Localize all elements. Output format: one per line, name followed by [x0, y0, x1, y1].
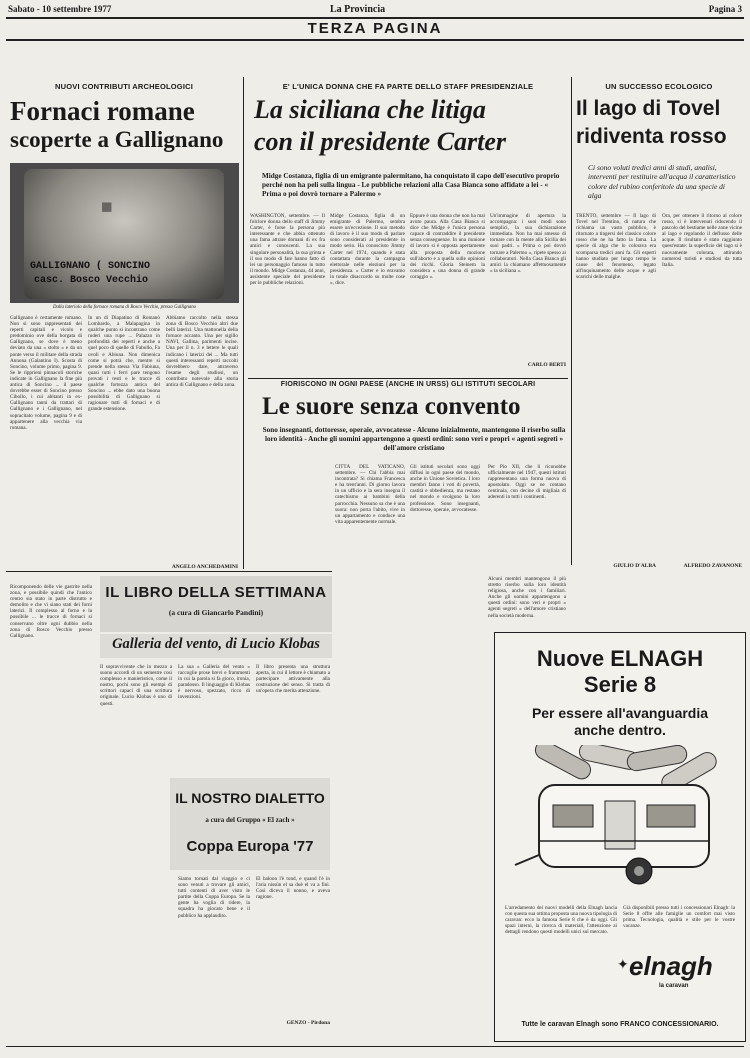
column-divider: [243, 77, 244, 569]
suore-title: Le suore senza convento: [262, 393, 521, 420]
ad-body-left: L'arredamento dei nuovi modelli della Elnagh lancia con questa sua ottima proposta una nuova tipologia di caravan: ecco la famosa Serie 8 che è da oggi. Gli spazi interni, la ricerca di materiali, l'attenzione ai dettagli rendono questi modelli unici sul mercato.: [505, 905, 617, 936]
brick-photo: [10, 163, 239, 303]
fornaci-body-col2: In un di Diapatino di Romanò Lombardo, a Malapagina in qualche punto si incontrano come ruderi una rupe ... Palazzo in profondità dei reperti e anche a quel poco di quelle di Fabollo, Fa ovoli e Abiuna. Non dimenica come si potrà che, mentre si prende nella stessa Via Fabiuna, quasi tutti i ferri pare tengono provati i resti e le tracce di qualche fortezza antica del Soncino ... ebbe dato una buona possibilità di Gallignano si ragionare tutti di fornaci e di grande estensione.: [88, 315, 160, 413]
carter-kicker: E' L'UNICA DONNA CHE FA PARTE DELLO STAFF PRESIDENZIALE: [282, 82, 534, 91]
elnagh-swallow-icon: ✦: [617, 958, 629, 973]
tovel-subtitle: Ci sono voluti tredici anni di studi, analisi, interventi per restituire all'acqua il caratteristico colore del rubino conferitole da una specie di alga: [588, 163, 736, 200]
fornaci-body-col3: Abbiamo raccolto nella stessa zona di Bosco Vecchio altri due belli laterizi. Una mattonella della fornace accanto. Una per sigillo NAVI, Gallina, parimenti incise. Una per il n. 3 e lettere le quali indicano i laterizi dei ... Ma tutti questi interessanti reperti raccolti dovrebbero dare, attraverso l'esame degli studiosi, un contributo notevole alla storia antica di Gallignano e della zona.: [166, 315, 238, 389]
bottom-rule: [6, 1046, 744, 1047]
elnagh-logo-sub: la caravan: [659, 983, 689, 989]
libro-rule: [6, 571, 332, 572]
photo-caption: Dalla lateriolo della fornace romana di Bosco Vecchio, presso Gallignano: [52, 305, 196, 310]
suore-body-col4: Alcuni membri mantengono il più stretto riserbo sulla loro identità religiosa, anche con i familiari. Anche gli uomini appartengono a questi ordini: sono veri e propri « agenti segreti » dell'amore cristiano nella società moderna.: [488, 576, 566, 619]
fornaci-body-col4: Ricomponendo delle vie gastrite nella zona, e possibile quindi che l'antico centro sia stato in parte distrutto e demolito e che vi siano stati dei forni laterizi. Il complesso al forno e la possibile ... le tracce di fornaci si conservano oltre ogni dubbio nella zona di Bosco Vecchio presso Gallignano.: [10, 584, 92, 639]
photo-label-2: casc. Bosco Vecchio: [34, 275, 149, 286]
elnagh-logo: elnagh: [629, 951, 713, 981]
libro-body-col3: Il libro presenta una struttura aperta, in cui il lettore è chiamato a partecipare attivamente alla costruzione del senso. Si tratta di un'opera che merita attenzione.: [256, 664, 330, 695]
dialetto-body-col2: El baloon l'è tond, e quand l'è in l'aria nissün el sa duè el va a finì. Così diceva il nonno, e aveva ragione.: [256, 876, 330, 901]
brick-stamp-icon: ▪: [100, 186, 114, 228]
dialetto-curator: a cura del Gruppo « El zach »: [205, 816, 295, 824]
carter-title-1: La siciliana che litiga: [254, 95, 486, 124]
suore-body-col3: Per Pio XII, che li riconobbe ufficialmente nel 1947, questi istituti rappresentano una forma nuova di apostolato. Oggi se ne contano centinaia, con decine di migliaia di aderenti in tutti i continenti.: [488, 464, 566, 501]
ad-tagline-2: anche dentro.: [574, 722, 666, 738]
carter-body-col3: Eppure è una donna che non ha mai avuto paura. Alla Casa Bianca si dice che Midge è l'unica persona capace di contraddire il presidente senza conseguenze. In una riunione di lavoro si è opposta apertamente alla proposta della mozione sull'aborto e a quella sulle opinioni dei ricchi. Gloria Steinem la considera « una donna di grande coraggio ».: [410, 213, 485, 280]
tovel-signature: ALFREDO ZAVANONE: [683, 563, 742, 569]
top-rule: [6, 17, 744, 19]
fornaci-kicker: NUOVI CONTRIBUTI ARCHEOLOGICI: [54, 82, 194, 91]
suore-body-col1: CITTÀ DEL VATICANO, settembre. — Chi l'abbia mai incontrata? Si chiama Francesca e ha trent'anni. Di giorno lavora in un ufficio e la sera insegna il catechismo ai bambini della parrocchia. Nessuno sa che è una suora: non porta l'abito, vive in un appartamento e conduce una vita apparentemente normale.: [335, 464, 405, 525]
page-number: Pagina 3: [708, 4, 742, 14]
tovel-title-1: Il lago di Tovel: [576, 97, 721, 120]
elnagh-ad: [494, 632, 746, 1042]
carter-body-col2: Midge Costanza, figlia di un emigrante di Palermo, sembra essere un'eccezione. Il suo metodo di lavoro è il suo modo di parlare sono considerati al presidente in modo serio. Ha conosciuto Jimmy Carter nel 1974, quando è stata contattata durante la campagna elettorale nelle elezioni per la presidenza. « Carter e io eravamo in totale disaccordo su molte cose », dice.: [330, 213, 405, 287]
tovel-body-col1: TRENTO, settembre — Il lago di Tovel nel Trentino, di natura che richiama un vasto pubblico, è ritornato a tingersi del classico colore rosso che ne ha fatto la fama. La specie di alga che lo colorava era scomparsa tredici anni fa. Gli esperti hanno studiato per lungo tempo le cause del fenomeno, legato all'inquinamento delle acque e agli scarichi delle malghe.: [576, 213, 656, 280]
suore-kicker: FIORISCONO IN OGNI PAESE (ANCHE IN URSS) GLI ISTITUTI SECOLARI: [280, 381, 536, 388]
dialetto-title: Coppa Europa '77: [186, 838, 314, 855]
caravan-icon: [515, 785, 709, 884]
carter-body-col1: WASHINGTON, settembre. — Il folclore donna dello staff di Jimmy Carter, è forse la persona più interessante e che abbia ottenuto una fama attrare domani di ex fra amici e conoscenti. La sua singolare personalità, la sua grinta e il suo modo di fare hanno fatto di lei un personaggio famoso in tutto il mondo. Midge Costanza, 44 anni, assistente speciale del presidente per le pubbliche relazioni.: [250, 213, 325, 287]
tovel-title-2: ridiventa rosso: [576, 125, 727, 148]
ad-footer: Tutte le caravan Elnagh sono FRANCO CONCESSIONARIO.: [521, 1021, 719, 1028]
libro-title: Galleria del vento, di Lucio Klobas: [112, 636, 320, 652]
tovel-body-col2: Ora, per ottenere il ritorno al colore rosso, si è intervenuti riducendo il pascolo del bestiame nelle zone vicine al lago e regolando il deflusso delle acque. Il risultato è stato raggiunto quest'estate: la superficie del lago si è nuovamente colorata, attirando numerosi turisti e studiosi da tutta Italia.: [662, 213, 742, 268]
fornaci-title-2: scoperte a Gallignano: [10, 127, 224, 152]
suore-body-col2: Gli istituti secolari sono oggi diffusi in ogni paese del mondo, anche in Unione Sovietica. I loro membri fanno i voti di povertà, castità e obbedienza, ma restano nel mondo e svolgono la loro professione. Sono insegnanti, dottoresse, operaie, avvocatesse.: [410, 464, 480, 513]
caravan-illustration: [509, 745, 731, 895]
libro-curator: (a cura di Giancarlo Pandini): [168, 608, 264, 617]
carter-signature: CARLO BERTI: [527, 362, 566, 368]
newspaper-name: La Provincia: [330, 4, 386, 15]
dialetto-heading: IL NOSTRO DIALETTO: [175, 790, 325, 806]
photo-label-1: GALLIGNANO ( SONCINO: [30, 261, 151, 272]
page-date: Sabato - 10 settembre 1977: [8, 4, 112, 14]
dialetto-body-col1: Siamo tornati dal viaggio e ci sono venuti a trovare gli amici, tutti contenti di aver visto le partite della Coppa Europa. Se la gente ha voglia di ridere, la squadra ha giocato bene e il pubblico ha applaudito.: [178, 876, 250, 919]
suore-subtitle: Sono insegnanti, dottoresse, operaie, avvocatesse - Alcuno inizialmente, mantengono il riserbo sulla loro identità - Anche gli uomini appartengono a questi ordini: sono veri e propri « agenti segreti » dell'amore cristiano: [262, 426, 566, 452]
fornaci-title-1: Fornaci romane: [10, 96, 195, 126]
ad-tagline-1: Per essere all'avanguardia: [531, 705, 709, 721]
ad-title-1: Nuove ELNAGH: [536, 646, 704, 671]
column-divider: [571, 77, 572, 565]
carter-body-col4: Un'immagine di apertura la accompagna: i suoi modi sono semplici, la sua dichiarazione immediata. Non ha mai smesso di tornare con la mente alla Sicilia dei suoi padri. « Prima o poi dovrò tornare a Palermo », ripete spesso ai collaboratori. Nella Casa Bianca gli amici la chiamano affettuosamente « la siciliana ».: [490, 213, 566, 274]
suore-signature: GIULIO D'ALBA: [613, 563, 656, 569]
section-rule: [6, 39, 744, 41]
ad-title-2: Serie 8: [583, 672, 657, 697]
section-title: TERZA PAGINA: [307, 20, 443, 37]
carter-rule: [248, 378, 568, 379]
libro-heading: IL LIBRO DELLA SETTIMANA: [105, 584, 327, 601]
dialetto-signature: GENZO - Pirdona: [286, 1020, 330, 1026]
libro-body-col2: La sua « Galleria del vento » raccoglie prose brevi e frammenti in cui la parola si fa gioco, ironia, paradosso. Il linguaggio di Klobas è nervoso, spezzato, ricco di invenzioni.: [178, 664, 250, 701]
carter-title-2: con il presidente Carter: [254, 127, 507, 156]
ad-body-right: Già disponibili presso tutti i concessionari Elnagh: la Serie 8 offre alle famiglie un comfort mai visto prima. Tecnologia, qualità e stile per le vostre vacanze.: [623, 905, 735, 930]
tovel-kicker: UN SUCCESSO ECOLOGICO: [605, 82, 713, 91]
fornaci-body-col1: Gallignano è certamente romano. Non si sono rappresentati dei reperti capitali e vicolo e predominio ove della borgata di Gallignano, se dove è meno deviato da una « stolto » e da un ponte verso il militare della strada Annona (Galantino I). Scosta di Soncino, volume primo, pagina 9. Se le ripprieni pinnacoli storiche indicate in Gallignano la fine più antica di Soncino ... il paese dovrebbe esser di Soncino presso Cibollo, i cui abitanti in ex-Gallignano tanni da trattari di Gallignano e i Gallignano, nel sopracitato volume, pagina 9 e di appartenere alla vecchia via romana.: [10, 315, 82, 431]
libro-body-col1: Il sopravvivente che in mezzo a suono accordi di un semestre così complesso e manieristico, come il nostro, pochi sono gli esempi di scrittori capaci di una scrittura originale. Lucio Klobas è uno di questi.: [100, 664, 172, 707]
carter-subtitle: Midge Costanza, figlia di un emigrante palermitano, ha conquistato il capo dell'esecutivo proprio perché non ha peli sulla lingua - Le pubbliche relazioni alla Casa Bianca sono affidate a lei - « Prima o poi dovrò tornare a Palermo »: [262, 172, 560, 198]
fornaci-signature: ANGELO ANCHEDAMINI: [171, 564, 238, 570]
